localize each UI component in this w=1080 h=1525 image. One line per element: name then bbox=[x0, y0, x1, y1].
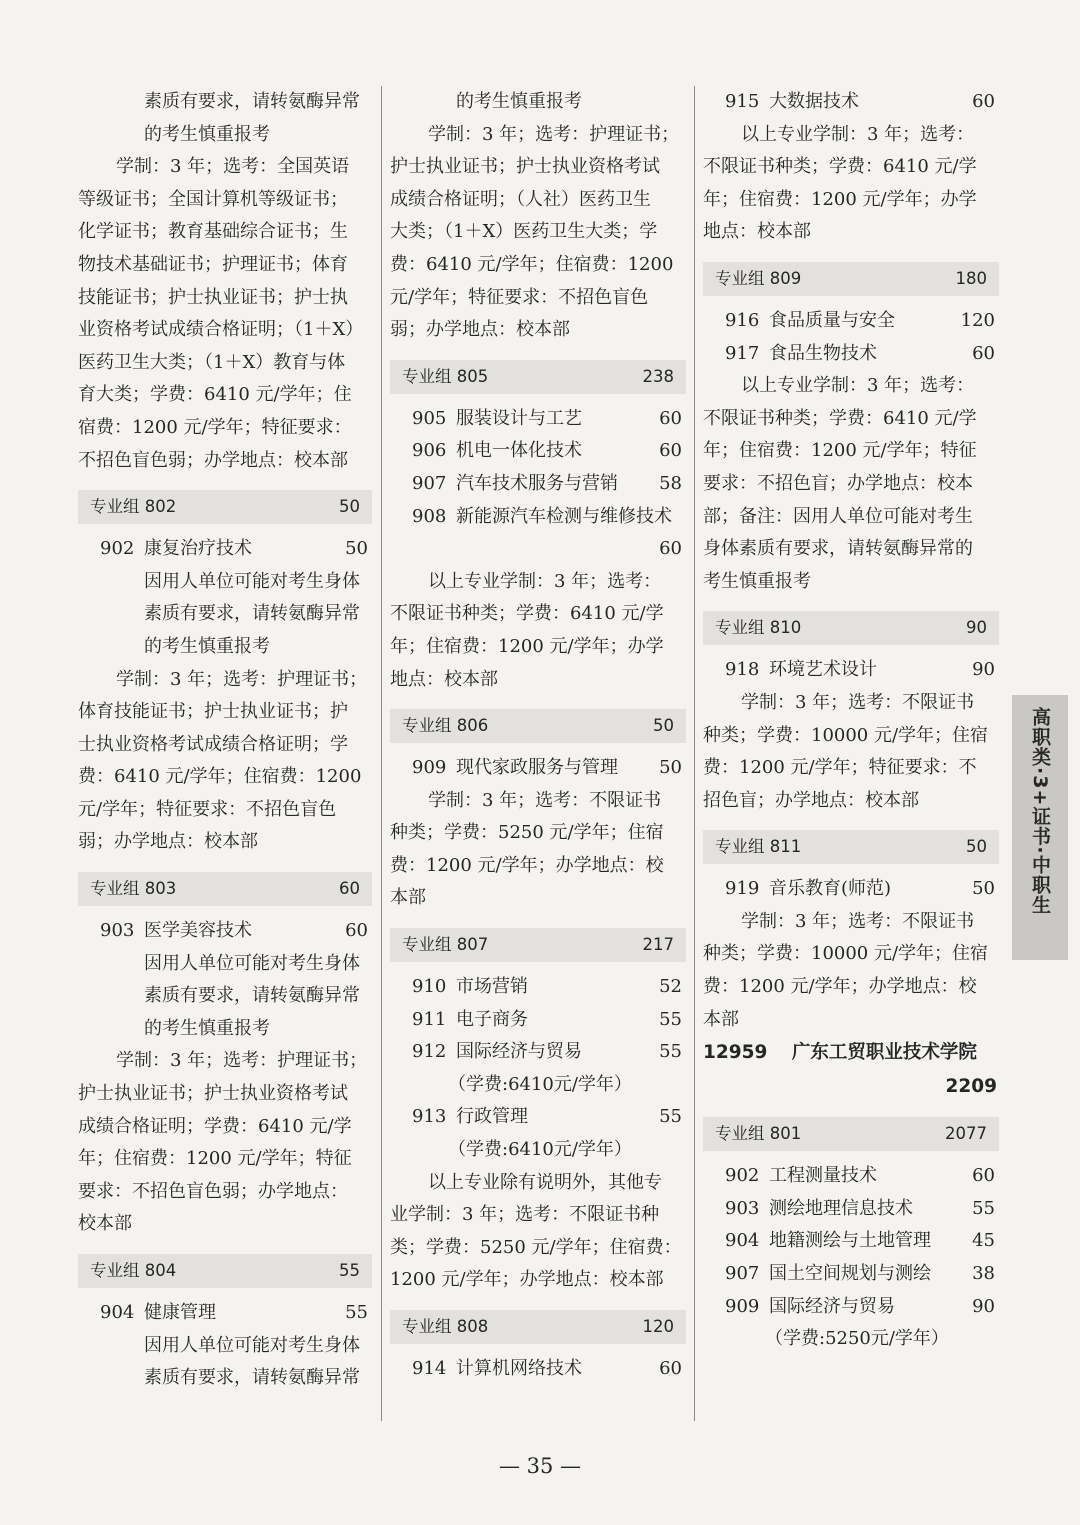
major-count: 38 bbox=[972, 1263, 995, 1285]
text-line: 以上专业学制：3 年；选考： bbox=[741, 375, 975, 397]
group-header bbox=[78, 872, 372, 906]
text-line: 学制：3 年；选考：不限证书 bbox=[428, 789, 662, 811]
major-count: 50 bbox=[345, 538, 368, 560]
group-header bbox=[390, 360, 686, 394]
text-line: 学制：3 年；选考：不限证书 bbox=[741, 691, 975, 713]
text-line: 不限证书种类；学费：6410 元/学 bbox=[390, 603, 664, 625]
major-name: 地籍测绘与土地管理 bbox=[769, 1230, 931, 1252]
major-name: 新能源汽车检测与维修技术 bbox=[456, 505, 672, 527]
major-name: 国土空间规划与测绘 bbox=[769, 1263, 931, 1285]
major-name: 汽车技术服务与营销 bbox=[456, 472, 618, 494]
major-count: 60 bbox=[659, 440, 682, 462]
major-name: 现代家政服务与管理 bbox=[456, 757, 618, 779]
major-count: 60 bbox=[972, 1165, 995, 1187]
major-name: 计算机网络技术 bbox=[456, 1358, 582, 1379]
major-code: 907 bbox=[412, 472, 447, 494]
major-row bbox=[390, 1101, 686, 1134]
text-line: 种类；学费：5250 元/学年；住宿 bbox=[390, 822, 664, 844]
group-count: 2077 bbox=[945, 1124, 987, 1144]
text-line: 身体素质有要求，请转氨酶异常的 bbox=[703, 538, 973, 560]
major-count: 60 bbox=[659, 407, 682, 429]
major-count: 55 bbox=[972, 1197, 995, 1219]
group-count: 217 bbox=[642, 935, 674, 955]
major-code: 917 bbox=[725, 342, 760, 364]
major-row bbox=[390, 971, 686, 1004]
major-row bbox=[78, 533, 372, 566]
major-name: 国际经济与贸易 bbox=[456, 1041, 582, 1063]
text-line: 医药卫生大类；（1＋X）教育与体 bbox=[78, 351, 346, 373]
page-number: — 35 — bbox=[498, 1454, 582, 1478]
text-line: 因用人单位可能对考生身体 bbox=[144, 1334, 360, 1356]
group-header bbox=[390, 709, 686, 743]
group-count: 238 bbox=[642, 366, 674, 386]
text-line: 的考生慎重报考 bbox=[144, 1017, 270, 1039]
major-name: 健康管理 bbox=[144, 1302, 216, 1323]
group-count: 50 bbox=[653, 716, 674, 736]
text-line: 费：1200 元/学年；特征要求：不 bbox=[703, 757, 977, 779]
text-line: 物技术基础证书；护理证书；体育 bbox=[78, 253, 348, 275]
group-label: 专业组 804 bbox=[90, 1261, 177, 1280]
major-name: 食品质量与安全 bbox=[769, 309, 895, 331]
major-row bbox=[703, 1291, 999, 1324]
major-name: 工程测量技术 bbox=[769, 1165, 877, 1187]
major-count: 60 bbox=[972, 342, 995, 364]
major-name: 机电一体化技术 bbox=[456, 440, 582, 462]
group-count: 50 bbox=[339, 497, 360, 517]
text-line: 不招色盲色弱；办学地点：校本部 bbox=[78, 449, 348, 471]
side-tab-label: 高职类·3+证书·中职生 bbox=[1029, 707, 1051, 915]
group-label: 专业组 808 bbox=[402, 1317, 489, 1336]
major-count: 55 bbox=[659, 1041, 682, 1063]
major-code: 912 bbox=[412, 1041, 447, 1063]
group-label: 专业组 802 bbox=[90, 497, 177, 517]
text-line: 成绩合格证明；学费：6410 元/学 bbox=[78, 1115, 352, 1137]
major-code: 902 bbox=[725, 1165, 760, 1187]
major-row bbox=[390, 403, 686, 436]
group-label: 专业组 809 bbox=[715, 268, 802, 288]
major-row bbox=[703, 873, 999, 906]
major-name: 医学美容技术 bbox=[144, 920, 252, 942]
major-row bbox=[390, 501, 686, 534]
text-line: 以上专业除有说明外，其他专 bbox=[428, 1171, 662, 1193]
text-line: 招色盲；办学地点：校本部 bbox=[703, 789, 919, 811]
text-line: 技能证书；护士执业证书；护士执 bbox=[78, 286, 348, 308]
text-line: 年；住宿费：1200 元/学年；办学 bbox=[703, 188, 977, 210]
group-header bbox=[703, 262, 999, 296]
tuition-note: （学费:6410元/学年） bbox=[448, 1073, 632, 1095]
text-line: 年；住宿费：1200 元/学年；办学 bbox=[390, 635, 664, 657]
group-count: 55 bbox=[339, 1261, 360, 1280]
group-header bbox=[78, 490, 372, 524]
major-count: 55 bbox=[345, 1302, 368, 1323]
group-label: 专业组 810 bbox=[715, 618, 802, 638]
group-header bbox=[703, 611, 999, 645]
major-code: 906 bbox=[412, 440, 447, 462]
text-line: 大类；（1＋X）医药卫生大类；学 bbox=[390, 221, 658, 243]
text-line: 种类；学费：10000 元/学年；住宿 bbox=[703, 943, 989, 965]
major-code: 911 bbox=[412, 1008, 447, 1030]
major-code: 908 bbox=[412, 505, 447, 527]
text-line: 等级证书；全国计算机等级证书； bbox=[78, 188, 348, 210]
major-code: 905 bbox=[412, 407, 447, 429]
major-code: 919 bbox=[725, 878, 760, 900]
text-line: 化学证书；教育基础综合证书；生 bbox=[78, 221, 348, 243]
major-name: 国际经济与贸易 bbox=[769, 1295, 895, 1317]
group-label: 专业组 805 bbox=[402, 366, 489, 386]
text-line: 费：1200 元/学年；办学地点：校 bbox=[703, 976, 977, 998]
group-header bbox=[78, 1254, 372, 1288]
major-name: 行政管理 bbox=[456, 1106, 528, 1128]
major-code: 904 bbox=[100, 1302, 135, 1323]
major-code: 904 bbox=[725, 1230, 760, 1252]
group-label: 专业组 806 bbox=[402, 716, 489, 736]
major-name: 大数据技术 bbox=[769, 91, 859, 112]
text-line: 费：6410 元/学年；住宿费：1200 bbox=[390, 253, 674, 275]
text-line: 要求：不招色盲；办学地点：校本 bbox=[703, 472, 973, 494]
major-name: 市场营销 bbox=[456, 976, 528, 998]
text-line: 学制：3 年；选考：护理证书； bbox=[116, 1050, 368, 1072]
group-count: 60 bbox=[339, 879, 360, 899]
major-count: 90 bbox=[972, 1295, 995, 1317]
text-line: 要求：不招色盲色弱；办学地点： bbox=[78, 1180, 348, 1202]
major-code: 915 bbox=[725, 91, 760, 112]
school-name: 广东工贸职业技术学院 bbox=[791, 1042, 977, 1064]
group-count: 120 bbox=[642, 1317, 674, 1336]
group-label: 专业组 811 bbox=[715, 837, 802, 857]
major-row bbox=[703, 338, 999, 371]
major-row bbox=[703, 1193, 999, 1226]
text-line: 考生慎重报考 bbox=[703, 570, 811, 592]
major-count: 55 bbox=[659, 1008, 682, 1030]
major-name: 环境艺术设计 bbox=[769, 659, 877, 681]
group-header bbox=[390, 928, 686, 962]
major-name: 康复治疗技术 bbox=[144, 538, 252, 560]
major-name: 电子商务 bbox=[456, 1008, 528, 1030]
major-row bbox=[703, 654, 999, 687]
text-line: 元/学年；特征要求：不招色盲色 bbox=[78, 798, 337, 820]
text-line: 种类；学费：10000 元/学年；住宿 bbox=[703, 724, 989, 746]
major-count: 60 bbox=[972, 91, 995, 112]
text-line: 因用人单位可能对考生身体 bbox=[144, 570, 360, 592]
major-code: 914 bbox=[412, 1358, 447, 1379]
text-line: 宿费：1200 元/学年；特征要求： bbox=[78, 416, 352, 438]
major-name: 食品生物技术 bbox=[769, 342, 877, 364]
text-line: 费：1200 元/学年；办学地点：校 bbox=[390, 854, 664, 876]
text-line: 学制：3 年；选考：护理证书； bbox=[116, 668, 368, 690]
text-line: 部；备注：因用人单位可能对考生 bbox=[703, 505, 973, 527]
text-line: 护士执业证书；护士执业资格考试 bbox=[78, 1083, 348, 1105]
major-row bbox=[78, 915, 372, 948]
text-line: 素质有要求，请转氨酶异常 bbox=[144, 1367, 360, 1389]
text-line: 的考生慎重报考 bbox=[144, 635, 270, 657]
text-line: 弱；办学地点：校本部 bbox=[78, 831, 258, 853]
group-count: 50 bbox=[966, 837, 987, 857]
text-line: 类；学费：5250 元/学年；住宿费： bbox=[390, 1236, 682, 1258]
text-line: 学制：3 年；选考：护理证书； bbox=[428, 123, 680, 145]
text-line: 不限证书种类；学费：6410 元/学 bbox=[703, 407, 977, 429]
text-line: 校本部 bbox=[78, 1213, 132, 1235]
text-line: 地点：校本部 bbox=[703, 221, 811, 243]
group-count: 180 bbox=[955, 268, 987, 288]
school-header bbox=[703, 1036, 999, 1070]
major-row bbox=[390, 1004, 686, 1037]
text-line: 体育技能证书；护士执业证书；护 bbox=[78, 701, 348, 723]
text-line: 护士执业证书；护士执业资格考试 bbox=[390, 156, 660, 178]
major-code: 910 bbox=[412, 976, 447, 998]
text-line: 素质有要求，请转氨酶异常 bbox=[144, 91, 360, 112]
major-row bbox=[703, 1225, 999, 1258]
text-line: 素质有要求，请转氨酶异常 bbox=[144, 603, 360, 625]
major-count: 60 bbox=[345, 920, 368, 942]
major-row-continued bbox=[390, 533, 686, 566]
major-count: 55 bbox=[659, 1106, 682, 1128]
major-count: 50 bbox=[659, 757, 682, 779]
text-line: 年；住宿费：1200 元/学年；特征 bbox=[703, 440, 977, 462]
major-code: 918 bbox=[725, 659, 760, 681]
major-code: 909 bbox=[725, 1295, 760, 1317]
text-line: 年；住宿费：1200 元/学年；特征 bbox=[78, 1148, 352, 1170]
text-line: 本部 bbox=[703, 1008, 739, 1030]
major-row bbox=[390, 1036, 686, 1069]
major-code: 907 bbox=[725, 1263, 760, 1285]
tuition-note: （学费:5250元/学年） bbox=[765, 1328, 949, 1350]
major-count: 60 bbox=[659, 1358, 682, 1379]
major-code: 903 bbox=[100, 920, 135, 942]
major-code: 916 bbox=[725, 309, 760, 331]
text-line: 本部 bbox=[390, 887, 426, 909]
major-name: 服装设计与工艺 bbox=[456, 407, 582, 429]
group-header bbox=[390, 1310, 686, 1344]
group-label: 专业组 803 bbox=[90, 879, 177, 899]
text-line: 元/学年；特征要求：不招色盲色 bbox=[390, 286, 649, 308]
text-line: 弱；办学地点：校本部 bbox=[390, 319, 570, 341]
major-count: 120 bbox=[960, 309, 995, 331]
group-count: 90 bbox=[966, 618, 987, 638]
major-count: 45 bbox=[972, 1230, 995, 1252]
text-line: 士执业资格考试成绩合格证明；学 bbox=[78, 733, 348, 755]
column-2 bbox=[390, 86, 686, 1386]
major-row bbox=[703, 1160, 999, 1193]
major-row bbox=[390, 752, 686, 785]
major-code: 903 bbox=[725, 1197, 760, 1219]
text-line: 地点：校本部 bbox=[390, 668, 498, 690]
text-line: 不限证书种类；学费：6410 元/学 bbox=[703, 156, 977, 178]
text-line: 业学制：3 年；选考：不限证书种 bbox=[390, 1204, 660, 1226]
text-line: 的考生慎重报考 bbox=[456, 91, 582, 112]
text-line: 的考生慎重报考 bbox=[144, 123, 270, 145]
column-divider bbox=[381, 86, 382, 1421]
major-row bbox=[703, 1258, 999, 1291]
school-code: 12959 bbox=[703, 1042, 768, 1064]
major-row bbox=[703, 86, 999, 119]
text-line: 素质有要求，请转氨酶异常 bbox=[144, 985, 360, 1007]
text-line: 以上专业学制：3 年；选考： bbox=[428, 570, 662, 592]
major-name: 测绘地理信息技术 bbox=[769, 1197, 913, 1219]
text-line: 以上专业学制：3 年；选考： bbox=[741, 123, 975, 145]
group-header bbox=[703, 830, 999, 864]
text-line: 育大类；学费：6410 元/学年；住 bbox=[78, 384, 352, 406]
major-row bbox=[703, 305, 999, 338]
text-line: 成绩合格证明；（人社）医药卫生 bbox=[390, 188, 651, 210]
text-line: 业资格考试成绩合格证明；（1＋X） bbox=[78, 319, 364, 341]
major-count: 52 bbox=[659, 976, 682, 998]
major-count: 60 bbox=[659, 538, 682, 560]
major-code: 902 bbox=[100, 538, 135, 560]
column-divider bbox=[694, 86, 695, 1421]
tuition-note: （学费:6410元/学年） bbox=[448, 1139, 632, 1161]
major-count: 58 bbox=[659, 472, 682, 494]
side-tab bbox=[1012, 695, 1068, 960]
text-line: 费：6410 元/学年；住宿费：1200 bbox=[78, 766, 362, 788]
school-total: 2209 bbox=[945, 1076, 997, 1098]
group-label: 专业组 807 bbox=[402, 935, 489, 955]
major-row bbox=[390, 468, 686, 501]
group-header bbox=[703, 1117, 999, 1151]
major-count: 50 bbox=[972, 878, 995, 900]
major-name: 音乐教育(师范) bbox=[769, 878, 892, 900]
major-code: 909 bbox=[412, 757, 447, 779]
major-row bbox=[78, 1297, 372, 1330]
text-line: 1200 元/学年；办学地点：校本部 bbox=[390, 1269, 664, 1291]
major-count: 90 bbox=[972, 659, 995, 681]
text-line: 学制：3 年；选考：全国英语 bbox=[116, 156, 350, 178]
major-code: 913 bbox=[412, 1106, 447, 1128]
text-line: 学制：3 年；选考：不限证书 bbox=[741, 910, 975, 932]
column-3 bbox=[703, 86, 999, 1356]
major-row bbox=[390, 435, 686, 468]
column-1 bbox=[78, 86, 372, 1395]
group-label: 专业组 801 bbox=[715, 1124, 802, 1144]
text-line: 因用人单位可能对考生身体 bbox=[144, 952, 360, 974]
major-row bbox=[390, 1353, 686, 1386]
